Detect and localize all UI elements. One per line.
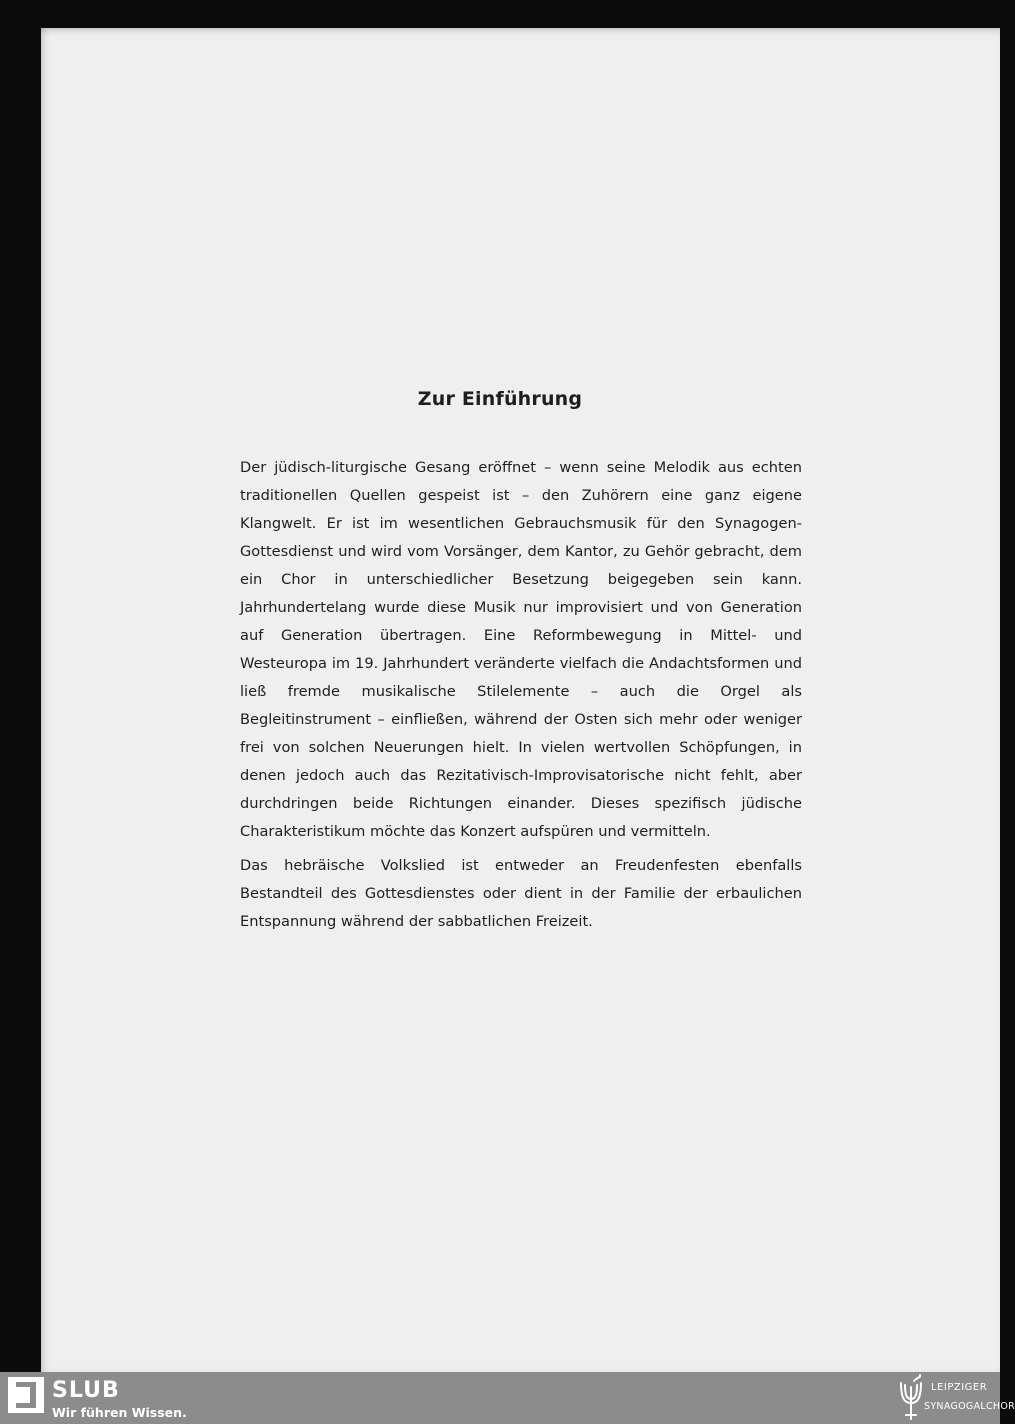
page-title: Zur Einführung	[417, 388, 583, 410]
paragraph: Der jüdisch-liturgische Gesang eröffnet – wenn seine Melodik aus echten traditionellen Quellen gespeist ist – den Zuhörern eine ganz eigene Klangwelt. Er ist im wesentlichen Gebrauchsmusik für den Synagogen-Gottesdienst und wird vom Vorsänger, dem Kantor, zu Gehör gebracht, dem ein Chor in unterschiedlicher Besetzung beigegeben sein kann. Jahrhundertelang wurde diese Musik nur improvisiert und von Generation auf Generation übertragen. Eine Reformbewegung in Mittel- und Westeuropa im 19. Jahrhundert veränderte vielfach die Andachtsformen und ließ fremde musikalische Stilelemente – auch die Orgel als Begleitinstrument – einfließen, während der Osten sich mehr oder weniger frei von solchen Neuerungen hielt. In vielen wertvollen Schöpfungen, in denen jedoch auch das Rezitativisch-Improvisatorische nicht fehlt, aber durchdringen beide Richtungen einander. Dieses spezifisch jüdische Charakteristikum möchte das Konzert aufspüren und vermitteln.	[240, 459, 802, 840]
slub-logo-icon[interactable]	[8, 1377, 44, 1413]
body-text	[240, 454, 802, 936]
choir-name-line1: LEIPZIGER	[931, 1382, 988, 1393]
footer-bar	[0, 1372, 1015, 1424]
library-name[interactable]: SLUB	[52, 1378, 120, 1403]
menorah-icon[interactable]	[897, 1375, 925, 1421]
paragraph: Das hebräische Volkslied ist entweder an Freudenfesten ebenfalls Bestandteil des Gottesdienstes oder dient in der Familie der erbaulichen Entspannung während der sabbatlichen Freizeit.	[240, 857, 802, 930]
library-tagline: Wir führen Wissen.	[52, 1405, 187, 1420]
choir-name-line2: SYNAGOGALCHOR	[924, 1401, 1015, 1412]
